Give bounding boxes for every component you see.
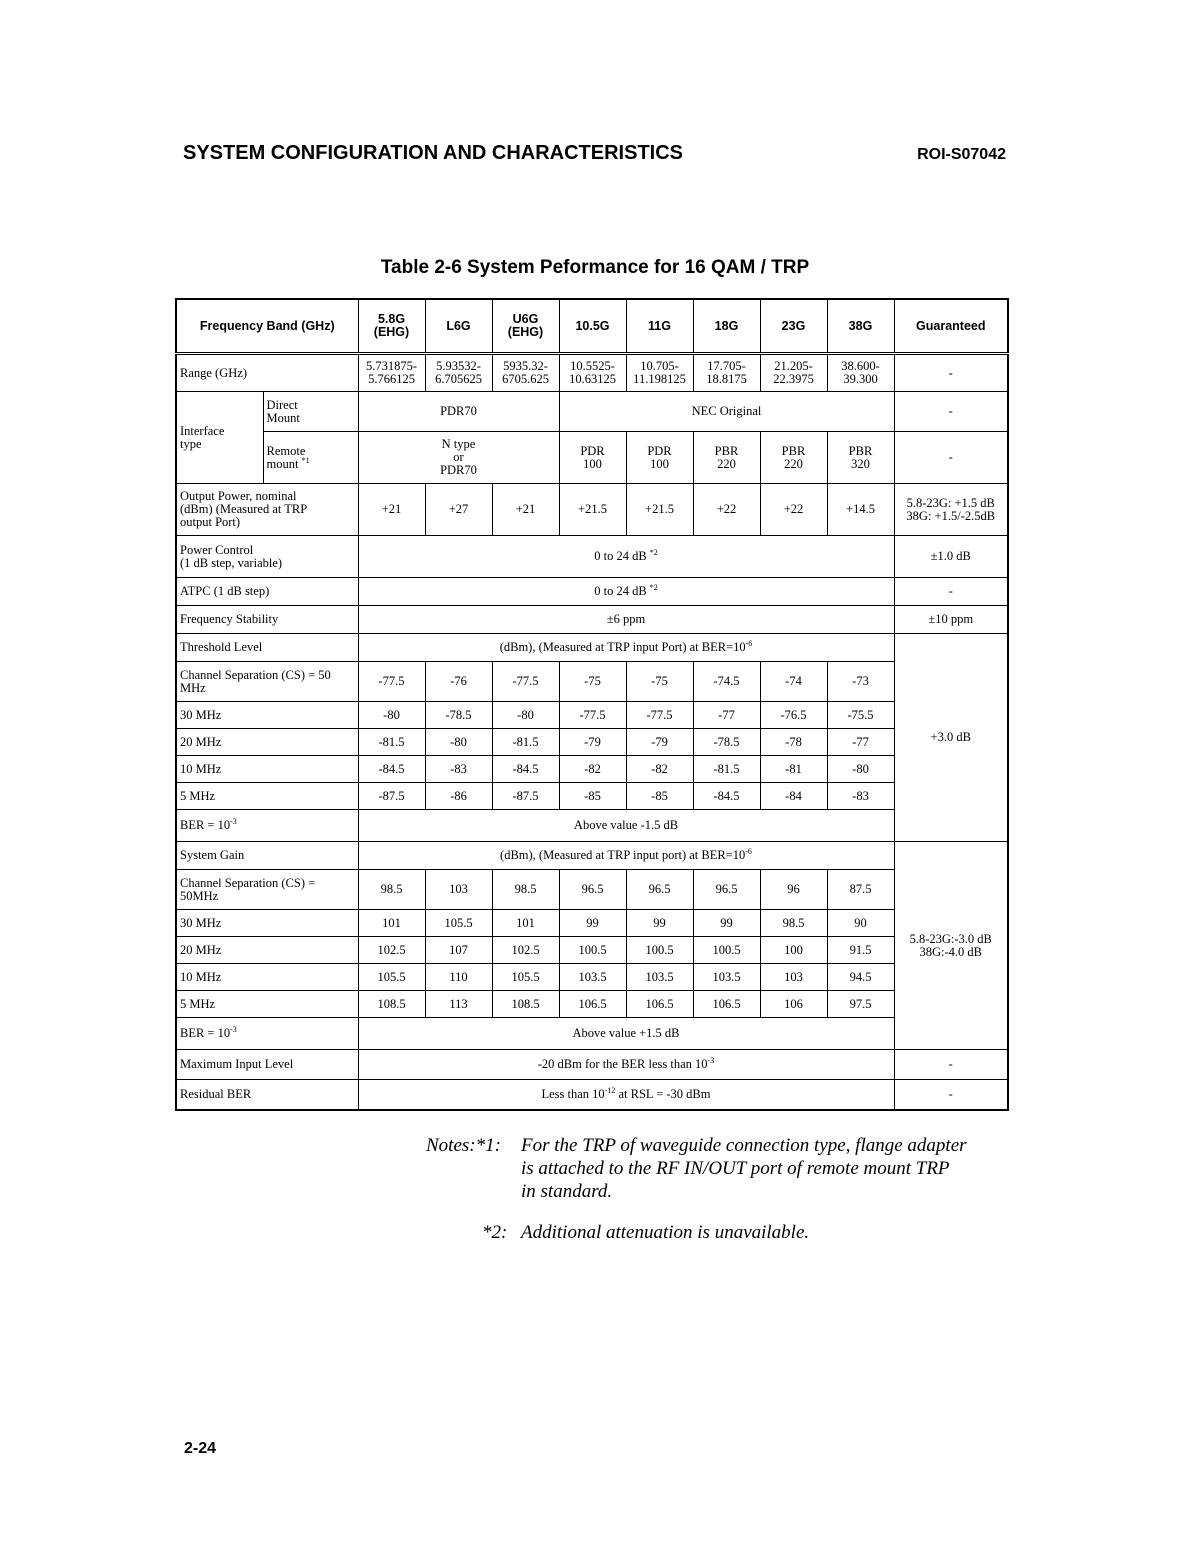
system-gain-cell: 100.5	[626, 937, 693, 964]
header-5-8g: 5.8G (EHG)	[358, 299, 425, 354]
threshold-cs50-row	[176, 662, 1008, 702]
max-input-value: -20 dBm for the BER less than $10^{-3}$	[358, 1050, 894, 1080]
frequency-stability-label: Frequency Stability	[176, 606, 358, 634]
system-gain-cell: 91.5	[827, 937, 894, 964]
system-gain-cell: 99	[693, 910, 760, 937]
threshold-condition: (dBm), (Measured at TRP input Port) at $BER=10^{-6}$	[358, 634, 894, 662]
range-cell: 10.705- 11.198125	[626, 354, 693, 392]
system-gain-cell: 103.5	[693, 964, 760, 991]
residual-ber-label: Residual BER	[176, 1080, 358, 1110]
system-gain-cs-label: 5 MHz	[176, 991, 358, 1018]
header-11g: 11G	[626, 299, 693, 354]
interface-type-label: Interface type	[176, 392, 263, 484]
header-23g: 23G	[760, 299, 827, 354]
threshold-cs-label: 20 MHz	[176, 729, 358, 756]
remote-mount-guaranteed: -	[894, 432, 1008, 484]
system-gain-cell: 96	[760, 870, 827, 910]
system-gain-cell: 102.5	[492, 937, 559, 964]
system-gain-5mhz-row	[176, 991, 1008, 1018]
threshold-cell: -77	[693, 702, 760, 729]
header-10-5g: 10.5G	[559, 299, 626, 354]
output-power-row	[176, 484, 1008, 536]
threshold-cell: -87.5	[358, 783, 425, 810]
threshold-cell: -74	[760, 662, 827, 702]
threshold-cs-label: Channel Separation (CS) = 50 MHz	[176, 662, 358, 702]
system-gain-cell: 87.5	[827, 870, 894, 910]
system-gain-guaranteed: 5.8-23G:-3.0 dB 38G:-4.0 dB	[894, 842, 1008, 1050]
system-gain-cell: 101	[358, 910, 425, 937]
system-gain-cell: 96.5	[626, 870, 693, 910]
threshold-cell: -80	[827, 756, 894, 783]
threshold-cell: -75	[626, 662, 693, 702]
system-gain-20mhz-row	[176, 937, 1008, 964]
threshold-cell: -77.5	[492, 662, 559, 702]
system-gain-cs-label: 20 MHz	[176, 937, 358, 964]
system-gain-10mhz-row	[176, 964, 1008, 991]
threshold-30mhz-row	[176, 702, 1008, 729]
system-gain-cell: 103.5	[626, 964, 693, 991]
output-power-guaranteed: 5.8-23G: +1.5 dB 38G: +1.5/-2.5dB	[894, 484, 1008, 536]
threshold-20mhz-row	[176, 729, 1008, 756]
threshold-cell: -80	[492, 702, 559, 729]
threshold-cell: -81.5	[693, 756, 760, 783]
system-gain-cs50-row	[176, 870, 1008, 910]
residual-ber-row	[176, 1080, 1008, 1110]
threshold-cell: -84.5	[693, 783, 760, 810]
threshold-cell: -78	[760, 729, 827, 756]
atpc-guaranteed: -	[894, 578, 1008, 606]
threshold-cell: -85	[559, 783, 626, 810]
output-power-cell: +21	[492, 484, 559, 536]
system-gain-cell: 105.5	[358, 964, 425, 991]
system-gain-cell: 96.5	[693, 870, 760, 910]
section-title: SYSTEM CONFIGURATION AND CHARACTERISTICS	[183, 142, 683, 164]
threshold-10mhz-row	[176, 756, 1008, 783]
system-gain-ber-label: BER = $10^{-3}$	[176, 1018, 358, 1050]
header-l6g: L6G	[425, 299, 492, 354]
header-38g: 38G	[827, 299, 894, 354]
system-gain-cell: 100.5	[559, 937, 626, 964]
direct-mount-guaranteed: -	[894, 392, 1008, 432]
system-gain-cell: 106.5	[626, 991, 693, 1018]
output-power-cell: +21.5	[559, 484, 626, 536]
system-gain-30mhz-row	[176, 910, 1008, 937]
threshold-cell: -81	[760, 756, 827, 783]
direct-mount-pdr70: PDR70	[358, 392, 559, 432]
system-gain-condition: (dBm), (Measured at TRP input port) at $BER=10^{-6}$	[358, 842, 894, 870]
atpc-label: ATPC (1 dB step)	[176, 578, 358, 606]
max-input-row	[176, 1050, 1008, 1080]
system-gain-cell: 100	[760, 937, 827, 964]
page-number: 2-24	[184, 1440, 217, 1457]
max-input-guaranteed: -	[894, 1050, 1008, 1080]
threshold-cell: -83	[425, 756, 492, 783]
threshold-cell: -83	[827, 783, 894, 810]
threshold-cell: -82	[626, 756, 693, 783]
threshold-cell: -84.5	[358, 756, 425, 783]
threshold-ber-label: BER = $10^{-3}$	[176, 810, 358, 842]
note-1	[426, 1134, 1016, 1203]
threshold-guaranteed: +3.0 dB	[894, 634, 1008, 842]
note-2-text: Additional attenuation is unavailable.	[521, 1222, 810, 1243]
range-cell: 38.600- 39.300	[827, 354, 894, 392]
threshold-cell: -74.5	[693, 662, 760, 702]
system-gain-cs-label: 10 MHz	[176, 964, 358, 991]
remote-mount-cell: PDR 100	[626, 432, 693, 484]
range-cell: 5.731875- 5.766125	[358, 354, 425, 392]
system-gain-cell: 98.5	[358, 870, 425, 910]
threshold-cell: -85	[626, 783, 693, 810]
system-gain-label: System Gain	[176, 842, 358, 870]
system-gain-cell: 108.5	[358, 991, 425, 1018]
interface-direct-row	[176, 392, 1008, 432]
note-1-marker: Notes:*1:	[426, 1135, 501, 1156]
threshold-ber-value: Above value -1.5 dB	[358, 810, 894, 842]
header-18g: 18G	[693, 299, 760, 354]
threshold-cell: -75.5	[827, 702, 894, 729]
system-gain-ber-value: Above value +1.5 dB	[358, 1018, 894, 1050]
residual-ber-value: Less than $10^{-12}$ at RSL = -30 dBm	[358, 1080, 894, 1110]
notes-block	[426, 1134, 1016, 1244]
threshold-cell: -77	[827, 729, 894, 756]
threshold-cs-label: 30 MHz	[176, 702, 358, 729]
threshold-cell: -77.5	[358, 662, 425, 702]
threshold-cell: -81.5	[358, 729, 425, 756]
system-gain-cell: 113	[425, 991, 492, 1018]
range-cell: 10.5525- 10.63125	[559, 354, 626, 392]
note-1-text: is attached to the RF IN/OUT port of remote mount TRP	[521, 1158, 950, 1179]
threshold-5mhz-row	[176, 783, 1008, 810]
system-gain-cell: 98.5	[760, 910, 827, 937]
system-gain-cell: 105.5	[425, 910, 492, 937]
system-gain-cs-label: 30 MHz	[176, 910, 358, 937]
threshold-cell: -79	[626, 729, 693, 756]
range-cell: 17.705- 18.8175	[693, 354, 760, 392]
output-power-label: Output Power, nominal (dBm) (Measured at TRP output Port)	[176, 484, 358, 536]
system-gain-cell: 99	[626, 910, 693, 937]
remote-mount-cell: PDR 100	[559, 432, 626, 484]
direct-mount-nec: NEC Original	[559, 392, 894, 432]
power-control-guaranteed: ±1.0 dB	[894, 536, 1008, 578]
range-row	[176, 354, 1008, 392]
max-input-label: Maximum Input Level	[176, 1050, 358, 1080]
atpc-value: 0 to 24 dB $^{*2}$	[358, 578, 894, 606]
header-u6g: U6G (EHG)	[492, 299, 559, 354]
performance-table	[175, 298, 1009, 1111]
frequency-stability-guaranteed: ±10 ppm	[894, 606, 1008, 634]
note-2-marker: *2:	[482, 1222, 508, 1243]
system-gain-cell: 94.5	[827, 964, 894, 991]
system-gain-cell: 103	[425, 870, 492, 910]
threshold-cell: -80	[425, 729, 492, 756]
system-gain-row	[176, 842, 1008, 870]
system-gain-cell: 106	[760, 991, 827, 1018]
threshold-cell: -79	[559, 729, 626, 756]
system-gain-cell: 106.5	[559, 991, 626, 1018]
header-guaranteed: Guaranteed	[894, 299, 1008, 354]
threshold-cell: -78.5	[693, 729, 760, 756]
remote-mount-cell: PBR 220	[693, 432, 760, 484]
threshold-cs-label: 5 MHz	[176, 783, 358, 810]
remote-mount-cell: PBR 320	[827, 432, 894, 484]
system-gain-cell: 102.5	[358, 937, 425, 964]
range-label: Range (GHz)	[176, 354, 358, 392]
system-gain-cell: 107	[425, 937, 492, 964]
system-gain-cell: 103.5	[559, 964, 626, 991]
threshold-cell: -76.5	[760, 702, 827, 729]
threshold-cell: -82	[559, 756, 626, 783]
frequency-stability-value: ±6 ppm	[358, 606, 894, 634]
header-frequency-band: Frequency Band (GHz)	[176, 299, 358, 354]
note-1-text: For the TRP of waveguide connection type, flange adapter	[521, 1135, 967, 1156]
system-gain-cell: 98.5	[492, 870, 559, 910]
threshold-cs-label: 10 MHz	[176, 756, 358, 783]
output-power-cell: +22	[693, 484, 760, 536]
range-cell: 21.205- 22.3975	[760, 354, 827, 392]
system-gain-cell: 103	[760, 964, 827, 991]
output-power-cell: +21	[358, 484, 425, 536]
threshold-ber-row	[176, 810, 1008, 842]
system-gain-cell: 108.5	[492, 991, 559, 1018]
range-cell: 5935.32- 6705.625	[492, 354, 559, 392]
threshold-cell: -76	[425, 662, 492, 702]
range-cell: 5.93532- 6.705625	[425, 354, 492, 392]
threshold-cell: -84	[760, 783, 827, 810]
threshold-label: Threshold Level	[176, 634, 358, 662]
remote-mount-ntype: N type or PDR70	[358, 432, 559, 484]
note-1-text: in standard.	[521, 1181, 613, 1202]
direct-mount-label: Direct Mount	[263, 392, 358, 432]
threshold-cell: -81.5	[492, 729, 559, 756]
threshold-row	[176, 634, 1008, 662]
threshold-cell: -73	[827, 662, 894, 702]
output-power-cell: +14.5	[827, 484, 894, 536]
system-gain-cs-label: Channel Separation (CS) = 50MHz	[176, 870, 358, 910]
output-power-cell: +21.5	[626, 484, 693, 536]
remote-mount-label: Remote mount $^{*1}$	[263, 432, 358, 484]
threshold-cell: -78.5	[425, 702, 492, 729]
power-control-label: Power Control (1 dB step, variable)	[176, 536, 358, 578]
atpc-row	[176, 578, 1008, 606]
system-gain-cell: 110	[425, 964, 492, 991]
table-header-row	[176, 299, 1008, 354]
system-gain-cell: 105.5	[492, 964, 559, 991]
system-gain-cell: 97.5	[827, 991, 894, 1018]
threshold-cell: -75	[559, 662, 626, 702]
threshold-cell: -80	[358, 702, 425, 729]
residual-ber-guaranteed: -	[894, 1080, 1008, 1110]
document-id: ROI-S07042	[917, 146, 1006, 163]
note-2	[426, 1221, 1016, 1244]
system-gain-cell: 106.5	[693, 991, 760, 1018]
interface-remote-row	[176, 432, 1008, 484]
threshold-cell: -86	[425, 783, 492, 810]
system-gain-cell: 100.5	[693, 937, 760, 964]
system-gain-cell: 96.5	[559, 870, 626, 910]
system-gain-cell: 90	[827, 910, 894, 937]
threshold-cell: -87.5	[492, 783, 559, 810]
frequency-stability-row	[176, 606, 1008, 634]
system-gain-cell: 101	[492, 910, 559, 937]
range-guaranteed: -	[894, 354, 1008, 392]
power-control-row	[176, 536, 1008, 578]
output-power-cell: +22	[760, 484, 827, 536]
threshold-cell: -77.5	[626, 702, 693, 729]
system-gain-cell: 99	[559, 910, 626, 937]
output-power-cell: +27	[425, 484, 492, 536]
threshold-cell: -84.5	[492, 756, 559, 783]
system-gain-ber-row	[176, 1018, 1008, 1050]
threshold-cell: -77.5	[559, 702, 626, 729]
power-control-value: 0 to 24 dB $^{*2}$	[358, 536, 894, 578]
table-title: Table 2-6 System Peformance for 16 QAM / TRP	[380, 257, 810, 278]
remote-mount-cell: PBR 220	[760, 432, 827, 484]
